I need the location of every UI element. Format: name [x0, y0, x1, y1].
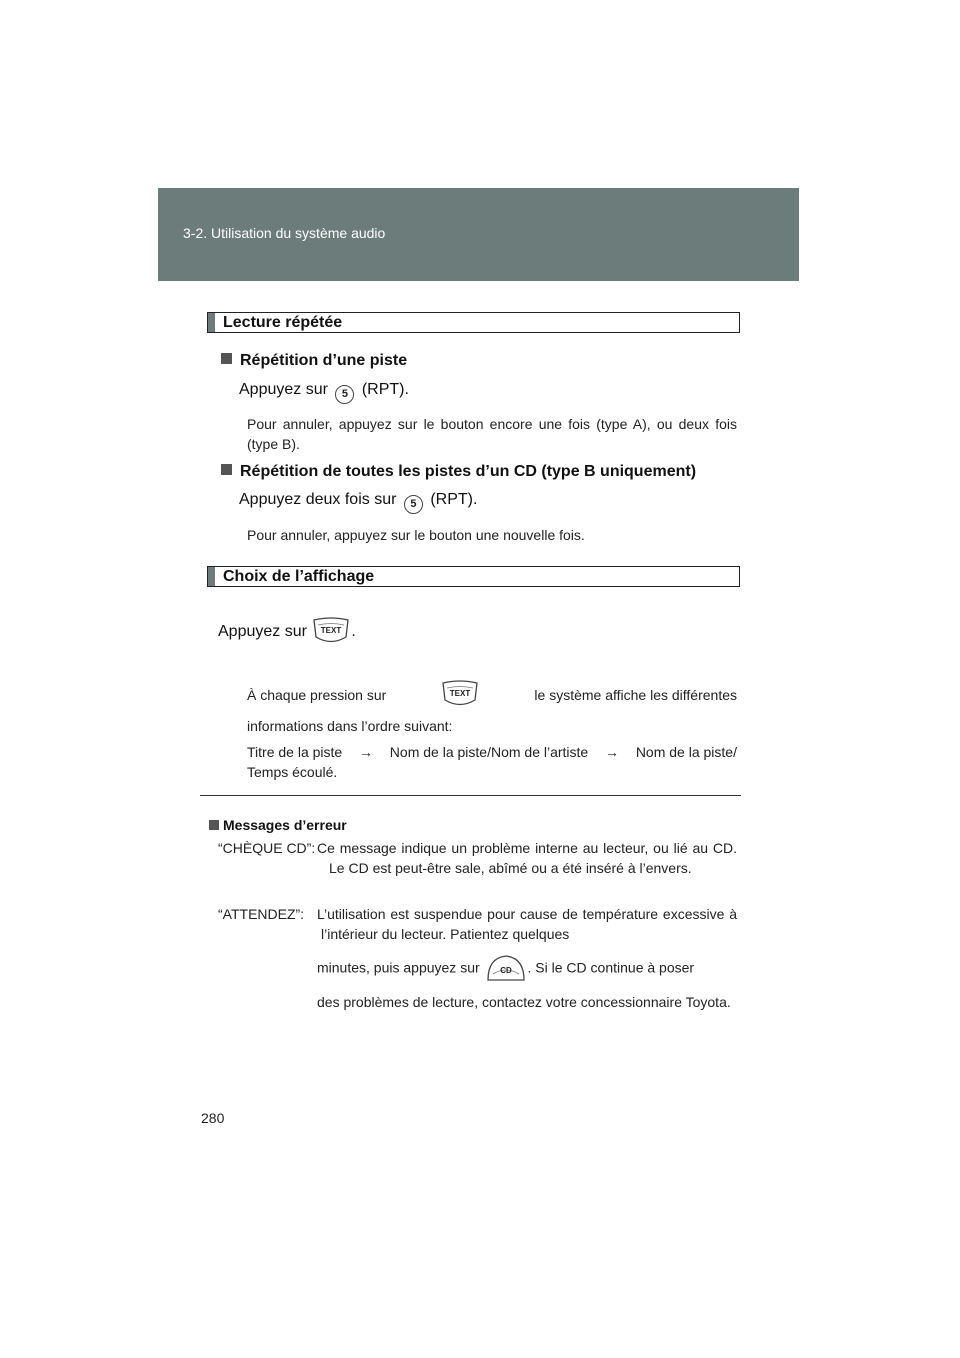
section-title-bar-display [207, 566, 740, 587]
section-title: Lecture répétée [223, 314, 343, 331]
title-accent [208, 567, 215, 586]
message-text: L’utilisation est suspendue pour cause de température excessive à l’intérieur du lecteur. Patientez quelques minutes, puis appuyez sur CD . Si le CD continue à poser des problèmes de lecture, contactez votre concessionnaire Toyota. [317, 906, 737, 1010]
text-button-icon [311, 617, 351, 647]
text-button-icon [440, 680, 480, 710]
note-line: À chaque pression sur TEXT le système affiche les différentes [247, 680, 737, 710]
page-number: 280 [201, 1110, 225, 1126]
note-line: informations dans l’ordre suivant: [247, 718, 453, 734]
section-title: Choix de l’affichage [223, 568, 375, 585]
arrow-icon: → [605, 744, 620, 760]
cd-button-icon [484, 952, 528, 986]
message-label: “CHÈQUE CD”: [218, 840, 316, 856]
arrow-icon: → [359, 744, 373, 760]
messages-title: Messages d’erreur [209, 815, 347, 835]
note: Pour annuler, appuyez sur le bouton une nouvelle fois. [247, 527, 585, 543]
preset-5-button-icon: 5 [404, 495, 423, 514]
title-accent [208, 313, 215, 332]
instruction: Appuyez deux fois sur 5 (RPT). [239, 491, 477, 514]
section-label: 3-2. Utilisation du système audio [183, 225, 386, 241]
message-text: Ce message indique un problème interne au lecteur, ou lié au CD. Le CD est peut-être sale, abîmé ou a été inséré à l’envers. [317, 840, 737, 876]
svg-text:TEXT: TEXT [450, 689, 471, 698]
subsection-title: Répétition d’une piste [221, 352, 407, 370]
svg-text:TEXT: TEXT [321, 626, 342, 635]
square-bullet-icon [221, 464, 232, 475]
instruction: Appuyez sur 5 (RPT). [239, 381, 409, 404]
preset-5-button-icon: 5 [335, 385, 354, 404]
square-bullet-icon [221, 353, 232, 364]
section-header-band [158, 188, 799, 281]
subsection-title: Répétition de toutes les pistes d’un CD (type B uniquement) [221, 463, 696, 481]
display-sequence: Titre de la piste → Nom de la piste/Nom de l’artiste → Nom de la piste/ Temps écoulé. [247, 744, 737, 780]
instruction: Appuyez sur TEXT . [218, 617, 356, 647]
message-label: “ATTENDEZ”: [218, 906, 305, 922]
section-title-bar-repeat [207, 312, 740, 333]
square-bullet-icon [209, 820, 219, 830]
divider [200, 795, 741, 796]
note: Pour annuler, appuyez sur le bouton encore une fois (type A), ou deux fois (type B). [247, 416, 737, 452]
svg-text:CD: CD [499, 966, 512, 975]
